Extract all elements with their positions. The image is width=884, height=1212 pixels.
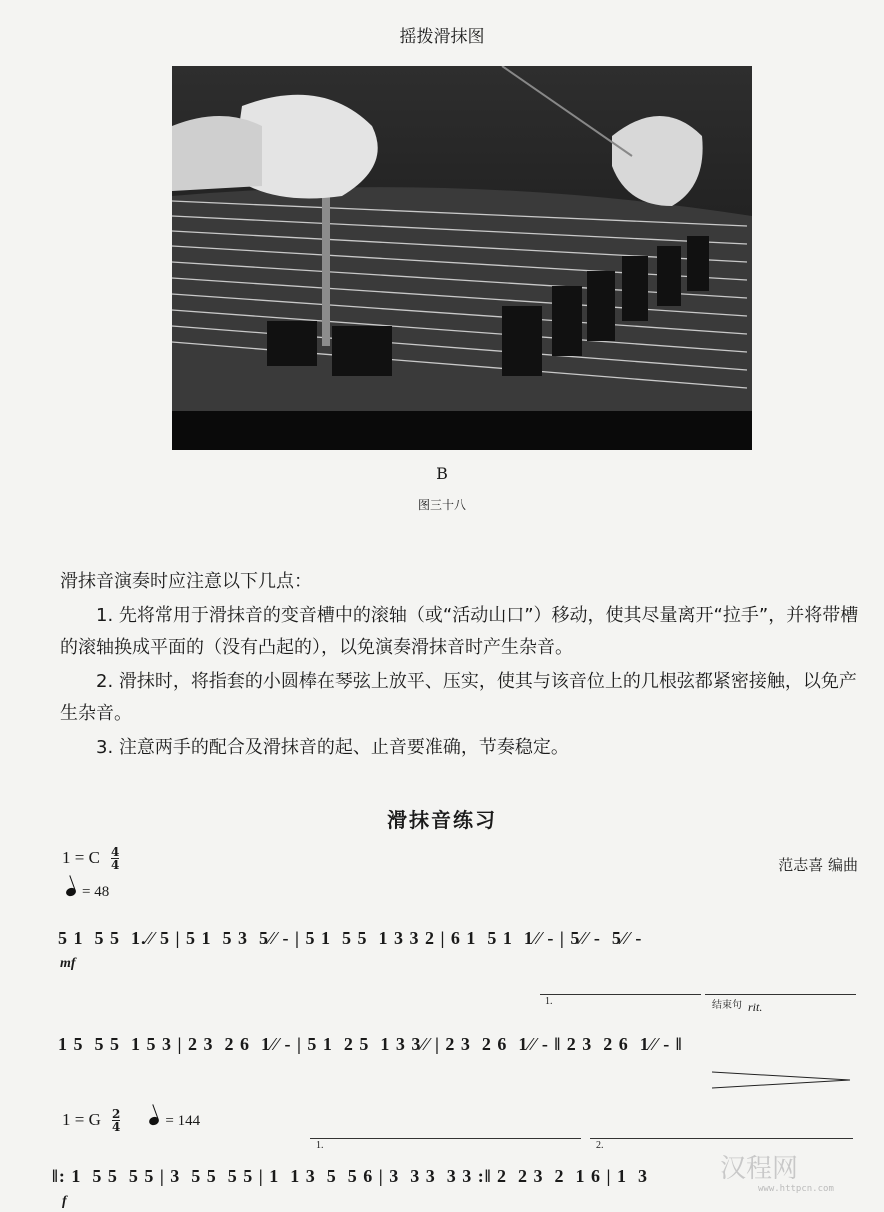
score-line-3: ‖: 1 5 5 5 5 | 3 5 5 5 5 | 1 1 3 5 5 6 | 3 3 3 3 3 :‖ 2 2 3 2 1 6 | 1 3: [52, 1166, 649, 1186]
score-line-2: 1 5 5 5 1 5 3 | 2 3 2 6 1⁄⁄ - | 5 1 2 5 1 3 3⁄⁄ | 2 3 2 6 1⁄⁄ - ‖ 2 3 2 6 1⁄⁄ - ‖: [58, 1034, 683, 1054]
volta-label-3-1: 1.: [316, 1140, 324, 1151]
key-label-2: 1 = G: [62, 1110, 101, 1129]
rit-marking: rit.: [748, 1000, 763, 1014]
tempo-2: = 144: [149, 1113, 200, 1129]
key-signature-1: [62, 846, 119, 871]
decrescendo-icon: [712, 1068, 852, 1092]
volta-bracket-3-2: [590, 1138, 853, 1139]
volta-bracket-3-1: [310, 1138, 581, 1139]
time-signature-2: $\frac{2}{4}$: [111, 1107, 121, 1134]
time-signature: $\frac{4}{4}$: [111, 845, 120, 872]
watermark-url: www.httpcn.com: [758, 1184, 834, 1194]
point-2: 2. 滑抹时，将指套的小圆棒在琴弦上放平、压实，使其与该音位上的几根弦都紧密接触，以免产生杂音。: [60, 671, 857, 724]
volta-bracket-1: [540, 994, 701, 995]
music-title: 滑抹音练习: [387, 808, 497, 832]
volta-label-1: 1.: [545, 996, 553, 1007]
ending-label: 结束句: [712, 1000, 742, 1011]
volta-bracket-ending: [705, 994, 856, 995]
guzheng-photo: [172, 66, 752, 450]
quarter-note-icon: [65, 887, 77, 898]
point-3: 3. 注意两手的配合及滑抹音的起、止音要准确，节奏稳定。: [96, 737, 569, 758]
figure-top-caption: 摇拨滑抹图: [399, 27, 485, 47]
quarter-note-icon: [148, 1116, 160, 1127]
composer: 范志喜 编曲: [778, 856, 858, 874]
dynamic-mf: mf: [60, 956, 76, 971]
watermark-logo: 汉程网: [720, 1154, 799, 1184]
score-line-1: 5 1 5 5 1.⁄⁄ 5 | 5 1 5 3 5⁄⁄ - | 5 1 5 5 1 3 3 2 | 6 1 5 1 1⁄⁄ - | 5⁄⁄ - 5⁄⁄ -: [58, 928, 643, 948]
key-label: 1 = C: [62, 848, 100, 867]
dynamic-f: f: [62, 1194, 67, 1209]
volta-label-3-2: 2.: [596, 1140, 604, 1151]
figure-title: 图三十八: [417, 498, 466, 512]
photo-label: B: [436, 464, 448, 483]
point-1: 1. 先将常用于滑抹音的变音槽中的滚轴（或“活动山口”）移动，使其尽量离开“拉手”，并将带槽的滚轴换成平面的（没有凸起的），以免演奏滑抹音时产生杂音。: [60, 605, 859, 658]
tempo-1: = 48: [66, 884, 109, 901]
key-signature-2: [62, 1108, 200, 1133]
intro-text: 滑抹音演奏时应注意以下几点：: [60, 571, 312, 592]
